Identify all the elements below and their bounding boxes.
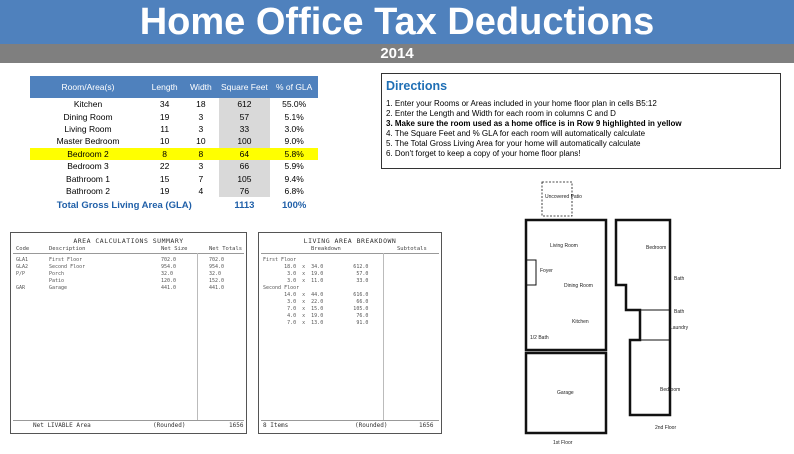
table-cell[interactable]: 5.9% — [284, 161, 304, 172]
plan-label-patio: Uncovered Patio — [545, 194, 582, 200]
breakdown-line: 7.0 x 13.0 91.0 — [263, 320, 369, 326]
table-cell[interactable]: 3 — [198, 123, 204, 134]
table-cell[interactable]: Living Room — [64, 123, 112, 134]
table-cell[interactable]: 7 — [198, 173, 204, 184]
summary-cell: GLA2 — [16, 264, 29, 270]
table-cell[interactable]: 33 — [219, 123, 271, 135]
table-cell[interactable]: 18 — [196, 99, 206, 110]
table-cell[interactable]: Kitchen — [73, 99, 103, 110]
breakdown-footer-rounded: (Rounded) — [355, 422, 388, 429]
directions-title: Directions — [386, 79, 448, 93]
summary-title: AREA CALCULATIONS SUMMARY — [73, 237, 184, 245]
table-cell[interactable]: 4 — [198, 185, 204, 196]
summary-cell: Patio — [49, 278, 65, 284]
summary-cell: 120.0 — [161, 278, 177, 284]
room-area-table — [30, 76, 318, 213]
table-cell[interactable]: Dining Room — [63, 111, 113, 122]
breakdown-line: 18.0 x 34.0 612.0 — [263, 264, 369, 270]
direction-step: 5. The Total Gross Living Area for your home will automatically calculate — [386, 139, 641, 148]
table-cell[interactable]: 57 — [219, 110, 271, 122]
table-row — [30, 172, 318, 184]
summary-cell: 32.0 — [161, 271, 174, 277]
floor-plan-drawing — [500, 175, 700, 449]
table-row — [30, 135, 318, 147]
plan-label-garage: Garage — [557, 390, 574, 396]
table-header-row — [30, 76, 318, 98]
table-cell[interactable]: 3 — [198, 161, 204, 172]
table-cell[interactable]: 19 — [159, 185, 170, 196]
table-cell[interactable]: 5.8% — [270, 148, 318, 160]
column-header: Subtotals — [397, 246, 427, 252]
summary-cell: Garage — [49, 285, 68, 291]
breakdown-line: Second Floor — [263, 285, 300, 291]
plan-label-living: Living Room — [550, 243, 578, 249]
table-cell[interactable]: 10 — [159, 136, 170, 147]
direction-step: 2. Enter the Length and Width for each room in columns C and D — [386, 109, 616, 118]
column-header: Breakdown — [311, 246, 341, 252]
direction-step: 3. Make sure the room used as a home office is in Row 9 highlighted in yellow — [386, 119, 682, 128]
plan-label-bath-c: Bath — [674, 309, 685, 315]
summary-cell: First Floor — [49, 257, 83, 263]
summary-footer-label: Net LIVABLE Area — [33, 422, 91, 429]
breakdown-title: LIVING AREA BREAKDOWN — [303, 237, 397, 245]
table-row — [30, 123, 318, 135]
summary-cell: 441.0 — [161, 285, 177, 291]
plan-label-bedroom-a: Bedroom — [646, 245, 667, 251]
table-cell[interactable]: Bathroom 1 — [66, 173, 110, 184]
table-cell[interactable]: Master Bedroom — [56, 136, 120, 147]
column-header: Square Feet — [219, 76, 271, 98]
summary-cell: 152.0 — [209, 278, 225, 284]
table-row — [30, 98, 318, 110]
table-cell[interactable]: 11 — [160, 123, 170, 134]
summary-cell: GLA1 — [16, 257, 29, 263]
summary-cell: P/P — [16, 271, 26, 277]
column-header: Room/Area(s) — [30, 76, 146, 98]
foyer-wall — [526, 260, 536, 285]
plan-label-first-floor: 1st Floor — [553, 440, 573, 446]
summary-footer-total: 1656 — [229, 422, 244, 429]
summary-cell: GAR — [16, 285, 26, 291]
table-cell[interactable]: 105 — [219, 172, 271, 184]
table-cell[interactable]: 66 — [219, 160, 271, 172]
directions-panel — [381, 73, 781, 169]
table-cell[interactable]: Bedroom 3 — [67, 161, 109, 172]
table-cell[interactable]: 8 — [183, 148, 218, 160]
summary-cell: 702.0 — [209, 257, 225, 263]
breakdown-line: 3.0 x 19.0 57.0 — [263, 271, 369, 277]
breakdown-line: 3.0 x 11.0 33.0 — [263, 278, 369, 284]
column-header: Description — [49, 246, 86, 252]
total-row — [30, 197, 318, 213]
table-cell[interactable]: 64 — [219, 148, 271, 160]
direction-step: 1. Enter your Rooms or Areas included in your home floor plan in cells B5:12 — [386, 99, 657, 108]
table-cell[interactable]: 19 — [159, 111, 170, 122]
table-cell[interactable]: Bathroom 2 — [66, 185, 110, 196]
breakdown-line: 3.0 x 22.0 66.0 — [263, 299, 369, 305]
page-title: Home Office Tax Deductions — [0, 0, 794, 44]
table-cell[interactable]: 6.8% — [284, 185, 304, 196]
table-row — [30, 185, 318, 197]
summary-cell: 954.0 — [161, 264, 177, 270]
table-cell[interactable]: 9.4% — [284, 173, 304, 184]
table-cell[interactable]: Bedroom 2 — [30, 148, 146, 160]
second-floor-interior-wall — [640, 310, 670, 340]
plan-label-kitchen: Kitchen — [572, 319, 589, 325]
table-cell[interactable]: 9.0% — [284, 136, 304, 147]
column-header: Code — [16, 246, 30, 252]
column-header: Width — [183, 76, 218, 98]
direction-step: 6. Don't forget to keep a copy of your home floor plans! — [386, 149, 581, 158]
table-row — [30, 160, 318, 172]
plan-label-laundry: Laundry — [670, 325, 689, 331]
table-cell[interactable]: 3.0% — [284, 123, 304, 134]
plan-label-dining: Dining Room — [564, 283, 593, 289]
table-row — [30, 148, 318, 160]
plan-label-foyer: Foyer — [540, 268, 553, 274]
summary-cell: 32.0 — [209, 271, 222, 277]
total-sqft: 1113 — [219, 197, 271, 213]
table-cell[interactable]: 3 — [198, 111, 204, 122]
plan-label-bath-b: Bath — [674, 276, 685, 282]
breakdown-footer-items: 8 Items — [263, 422, 289, 429]
floor-plan — [500, 175, 700, 449]
table-cell[interactable]: 55.0% — [282, 99, 307, 110]
table-cell[interactable]: 8 — [146, 148, 183, 160]
breakdown-line: 4.0 x 19.0 76.0 — [263, 313, 369, 319]
table-cell[interactable]: 5.1% — [284, 111, 304, 122]
summary-footer-rounded: (Rounded) — [153, 422, 186, 429]
table-row — [30, 110, 318, 122]
table-cell[interactable]: 34 — [159, 99, 170, 110]
summary-cell: Porch — [49, 271, 65, 277]
table-cell[interactable]: 15 — [159, 173, 170, 184]
breakdown-line: First Floor — [263, 257, 297, 263]
breakdown-line: 14.0 x 44.0 616.0 — [263, 292, 369, 298]
plan-label-bedroom-c: Bedroom — [660, 387, 681, 393]
table-cell[interactable]: 612 — [219, 98, 271, 110]
table-cell[interactable]: 76 — [219, 185, 271, 197]
breakdown-footer-total: 1656 — [419, 422, 434, 429]
total-pct: 100% — [270, 197, 318, 213]
column-header: Net Totals — [209, 246, 243, 252]
summary-cell: 954.0 — [209, 264, 225, 270]
plan-label-second-floor: 2nd Floor — [655, 425, 677, 431]
table-cell[interactable]: 100 — [219, 135, 271, 147]
area-calculations-summary — [10, 232, 247, 434]
column-header: Net Size — [161, 246, 188, 252]
table-cell[interactable]: 10 — [196, 136, 206, 147]
total-label: Total Gross Living Area (GLA) — [30, 197, 219, 213]
summary-cell: 702.0 — [161, 257, 177, 263]
table-cell[interactable]: 22 — [159, 161, 170, 172]
plan-label-half-bath: 1/2 Bath — [530, 335, 549, 341]
living-area-breakdown — [258, 232, 442, 434]
column-header: Length — [146, 76, 183, 98]
breakdown-line: 7.0 x 15.0 105.0 — [263, 306, 369, 312]
column-header: % of GLA — [270, 76, 318, 98]
year-banner: 2014 — [0, 44, 794, 63]
summary-cell: Second Floor — [49, 264, 86, 270]
direction-step: 4. The Square Feet and % GLA for each room will automatically calculate — [386, 129, 646, 138]
summary-cell: 441.0 — [209, 285, 225, 291]
